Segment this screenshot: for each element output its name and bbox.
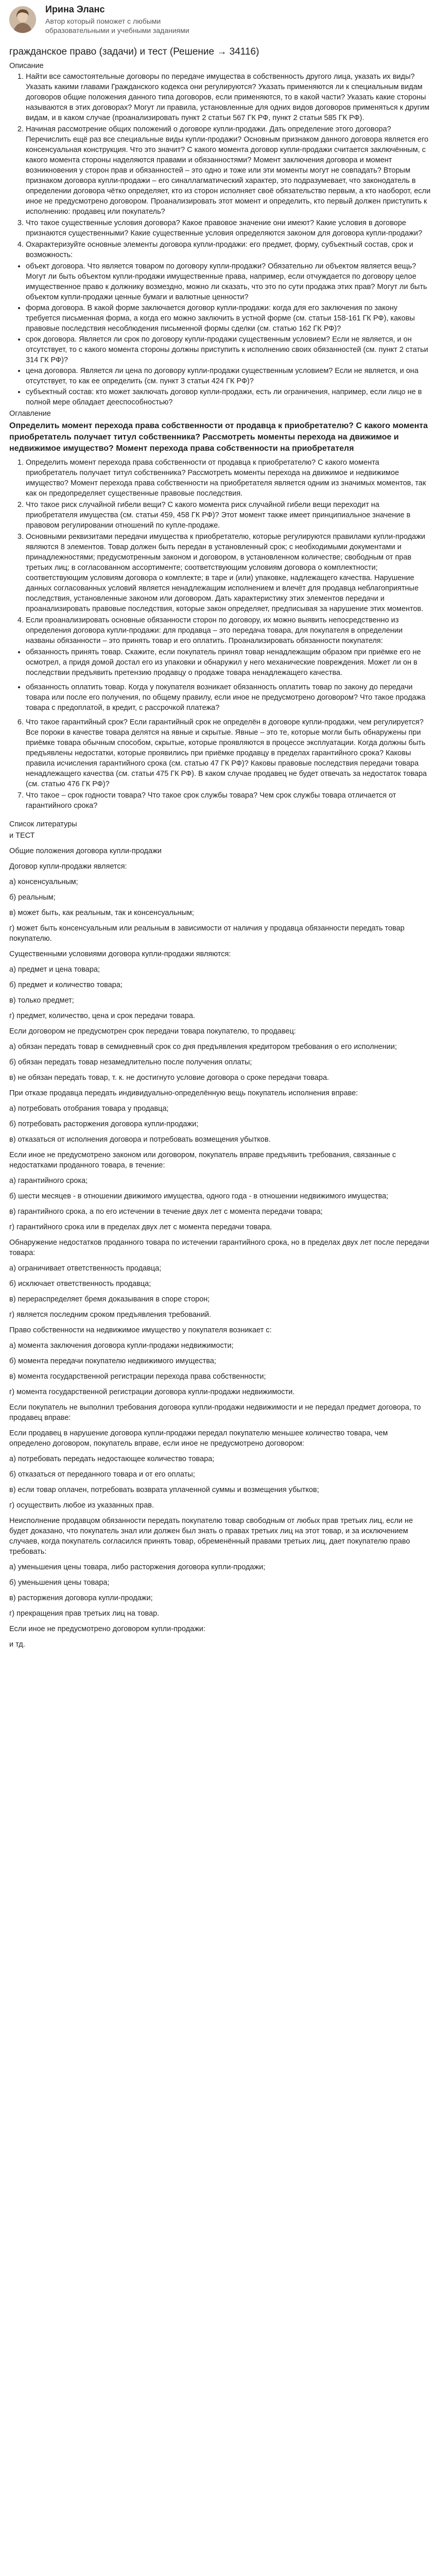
- description-label: Описание: [9, 62, 44, 70]
- test-line: в) если товар оплачен, потребовать возврата уплаченной суммы и возмещения убытков;: [9, 1486, 319, 1494]
- duty-item: • обязанность принять товар. Скажите, если покупатель принял товар ненадлежащим образом при приёмке его не осмотрел, а придя домой достал его из упаковки и обнаружил у него механические повреждения. Может ли он в последствии предъявить претензию продавцу о продаже товара ненадлежащего качества.: [26, 647, 431, 678]
- test-line: б) предмет и количество товара;: [9, 981, 123, 989]
- spacer: [5, 812, 431, 819]
- test-line: Право собственности на недвижимое имущество у покупателя возникает с:: [9, 1326, 272, 1334]
- element-item: • цена договора. Является ли цена по договору купли-продажи существенным условием? Если не является, и она отсутствует, то как ее определить (см. пункт 3 статьи 424 ГК РФ)?: [26, 366, 431, 386]
- test-line: При отказе продавца передать индивидуально-определённую вещь покупатель исполнения вправе:: [9, 1089, 358, 1097]
- test-line: а) потребовать передать недостающее количество товара;: [9, 1455, 215, 1463]
- test-line: г) предмет, количество, цена и срок передачи товара.: [9, 1012, 195, 1020]
- final-task-list: [5, 717, 431, 811]
- test-section: [5, 846, 431, 1650]
- author-avatar[interactable]: [9, 6, 36, 33]
- test-line: г) может быть консенсуальным или реальным в зависимости от наличия у продавца обязанности передать товар покупателю.: [9, 924, 405, 943]
- author-name[interactable]: Ирина Эланс: [45, 4, 105, 14]
- test-line: и тд.: [9, 1640, 25, 1649]
- task-item: 1. Определить момент перехода права собственности от продавца к приобретателю? С какого момента приобретатель получает титул собственника? Рассмотреть моменты перехода на движимое и недвижимое имущество? Момент перехода права собственности на приобретателя является одним из значимых моментов, так как он предопределяет существенные правовые последствия.: [26, 457, 431, 499]
- test-line: Если покупатель не выполнил требования договора купли-продажи недвижимости и не передал предмет договора, то продавец вправе:: [9, 1403, 421, 1422]
- test-line: Если иное не предусмотрено законом или договором, покупатель вправе предъявить требования, связанные с недостатками проданного товара, в течение:: [9, 1151, 396, 1170]
- test-line: а) обязан передать товар в семидневный срок со дня предъявления кредитором требования о его исполнении;: [9, 1043, 397, 1051]
- author-description: Автор который поможет с любыми образовательными и учебными заданиями: [45, 17, 189, 35]
- continued-task-list: [5, 457, 431, 646]
- test-line: в) отказаться от исполнения договора и потребовать возмещения убытков.: [9, 1136, 271, 1144]
- task-item: 4. Если проанализировать основные обязанности сторон по договору, их можно выявить непосредственно из определения договора купли-продажи: для продавца – это передача товара, для покупателя в определении названы обязанности – это принять товар и его оплатить. Проанализировать обязанности покупателя:: [26, 615, 431, 646]
- test-line: в) расторжения договора купли-продажи;: [9, 1594, 153, 1602]
- test-line: а) потребовать отобрания товара у продавца;: [9, 1105, 169, 1113]
- test-line: в) перераспределяет бремя доказывания в споре сторон;: [9, 1295, 210, 1303]
- bibliography-label: Список литературы: [9, 820, 77, 828]
- test-line: б) шести месяцев - в отношении движимого имущества, одного года - в отношении недвижимого имущества;: [9, 1192, 389, 1200]
- test-line: б) обязан передать товар незамедлительно после получения оплаты;: [9, 1058, 252, 1066]
- page-title: гражданское право (задачи) и тест (Решение → 34116): [9, 46, 259, 57]
- author-photo-icon: [9, 6, 36, 33]
- test-line: Если иное не предусмотрено договором купли-продажи:: [9, 1625, 206, 1633]
- test-line: Неисполнение продавцом обязанности передать покупателю товар свободным от любых прав третьих лиц, если не будет доказано, что покупатель знал или должен был знать о правах третьих лиц на этот товар, и за исключением случаев, когда покупатель согласился принять товар, обременённый правами третьих лиц, дает покупателю право требовать:: [9, 1517, 413, 1556]
- document-page: [0, 4, 436, 1670]
- element-item: • субъектный состав: кто может заключать договор купли-продажи, есть ли ограничения, например, если лицо не в полной мере обладает дееспособностью?: [26, 387, 431, 408]
- element-item: • объект договора. Что является товаром по договору купли-продажи? Обязательно ли объектом является вещь? Могут ли быть объектом купли-продажи имущественные права, например, если отчуждается по договору целое имущественное право к должнику возмездно, можно ли сказать, что это по сути продажа этих прав? Могут ли быть объектом купли-продажи ценные бумаги и валютные ценности?: [26, 261, 431, 302]
- test-line: а) момента заключения договора купли-продажи недвижимости;: [9, 1342, 234, 1350]
- element-item: • форма договора. В какой форме заключается договор купли-продажи: когда для его заключения по закону требуется письменная форма, а когда его можно заключить в устной форме (см. статьи 158-161 ГК РФ), каковы правовые последствия несоблюдения письменной формы сделки (см. статью 162 ГК РФ)?: [26, 303, 431, 334]
- task-item: 2. Что такое риск случайной гибели вещи? С какого момента риск случайной гибели вещи переходит на приобретателя имущества (см. статьи 459, 458 ГК РФ)? Этот момент также имеет принципиальное значение в правовом регулировании отношений по купле-продаже.: [26, 500, 431, 531]
- question-heading: Определить момент перехода права собственности от продавца к приобретателю? С какого момента приобретатель получает титул собственника? Рассмотреть моменты перехода на движимое и недвижимое имущество? Момент перехода права собственности на приобретателя: [9, 421, 428, 453]
- test-line: б) момента передачи покупателю недвижимого имущества;: [9, 1357, 216, 1365]
- test-line: в) может быть, как реальным, так и консенсуальным;: [9, 909, 194, 917]
- task-item: [26, 240, 431, 260]
- buyer-duties-list: [5, 647, 431, 713]
- test-line: Если договором не предусмотрен срок передачи товара покупателю, то продавец:: [9, 1027, 296, 1036]
- test-line: Договор купли-продажи является:: [9, 862, 127, 871]
- test-line: в) не обязан передать товар, т. к. не достигнуто условие договора о сроке передачи товара.: [9, 1074, 329, 1082]
- toc-label: Оглавление: [9, 410, 51, 418]
- test-line: г) момента государственной регистрации договора купли-продажи недвижимости.: [9, 1388, 295, 1396]
- test-line: а) консенсуальным;: [9, 878, 78, 886]
- task-item: 2. Начиная рассмотрение общих положений о договоре купли-продажи. Дать определение этого договора? Перечислить ещё раз все специальные виды купли-продажи? Основным признаком данного договора является его консенсуальная конструкция. Что это значит? С какого момента договор купли-продажи считается заключённым, с какого момента стороны наделяются правами и обязанностями? Момент заключения договора и момент возникновения у сторон прав и обязанностей – это одно и тоже или эти моменты могут не совпадать? Вторым признаком договора купли-продажи – его синаллагматический характер, это подразумевает, что законодатель в определении договора чётко определяет, кто из сторон исполняет своё обязательство первым, а кто наоборот, если иное не предусмотрено договором. Проанализировать этот момент и определить, кто первый должен приступить к исполнению: продавец или покупатель?: [26, 124, 431, 217]
- test-line: б) уменьшения цены товара;: [9, 1579, 110, 1587]
- author-card: [5, 4, 431, 42]
- task-list: [5, 72, 431, 260]
- task-item: 7. Что такое – срок годности товара? Что такое срок службы товара? Чем срок службы товара отличается от гарантийного срока?: [26, 790, 431, 811]
- duty-item: • обязанность оплатить товар. Когда у покупателя возникает обязанность оплатить товар по закону до передачи товара или после его получения, по общему правилу, если иное не предусмотрено договором? Что такое продажа товара с предоплатой, в кредит, с рассрочкой платежа?: [26, 682, 431, 713]
- contract-elements-list: [5, 261, 431, 408]
- test-line: а) уменьшения цены товара, либо расторжения договора купли-продажи;: [9, 1563, 266, 1571]
- task-item: 3. Основными реквизитами передачи имущества к приобретателю, которые регулируются правилами купли-продажи являются 8 элементов. Товар должен быть передан в установленный срок; с необходимыми документами и принадлежностями; предусмотренным законом и договором, в установленном количестве; свободным от прав третьих лиц; в согласованном ассортименте; соответствующим условиям договора о комплектности; соответствующим условиям договора о комплекте; в таре и (или) упаковке, надлежащего качества. Нарушение данных согласованных условий является ненадлежащим исполнением и влечёт для продавца неблагоприятные последствия, установленные законом или договором. Дать характеристику этих элементов передачи и проанализировать правовые последствия, которые закон определяет, предписывая за нарушение этих моментов.: [26, 532, 431, 614]
- test-line: а) предмет и цена товара;: [9, 965, 100, 974]
- task-item: 1. Найти все самостоятельные договоры по передаче имущества в собственность другого лица, указать их виды? Указать какими главами Гражданского кодекса они регулируются? Указать применяются ли к специальным видам договоров общие положения данного типа договоров, если применяются, то в какой части? Указать какие стороны называются в этих договорах? Могут ли правила, установленные для одних видов договоров применяться к другим видам, и в каком случае (проанализировать пункт 2 статьи 567 ГК РФ, пункт 2 статьи 585 ГК РФ).: [26, 72, 431, 123]
- test-line: г) является последним сроком предъявления требований.: [9, 1311, 212, 1319]
- test-line: Общие положения договора купли-продажи: [9, 847, 162, 855]
- element-item: • срок договора. Является ли срок по договору купли-продажи существенным условием? Если не является, и он отсутствует, то с какого момента стороны должны приступить к исполнению своих обязанностей (см. пункт 2 статьи 314 ГК РФ)?: [26, 334, 431, 365]
- test-line: Обнаружение недостатков проданного товара по истечении гарантийного срока, но в пределах двух лет после передачи товара:: [9, 1239, 429, 1257]
- test-line: Если продавец в нарушение договора купли-продажи передал покупателю меньшее количество товара, чем определено договором, покупатель вправе, если иное не предусмотрено договором:: [9, 1429, 388, 1448]
- test-line: в) только предмет;: [9, 996, 74, 1005]
- test-line: в) гарантийного срока, а по его истечении в течение двух лет с момента передачи товара;: [9, 1208, 323, 1216]
- test-line: б) отказаться от переданного товара и от его оплаты;: [9, 1470, 195, 1479]
- test-line: г) прекращения прав третьих лиц на товар.: [9, 1609, 160, 1618]
- test-label: и ТЕСТ: [9, 832, 35, 840]
- test-line: б) реальным;: [9, 893, 56, 902]
- test-line: б) исключает ответственность продавца;: [9, 1280, 151, 1288]
- task-item: 3. Что такое существенные условия договора? Какое правовое значение они имеют? Какие условия в договоре признаются существенными? Какие существенные условия определяются законом для договора купли-продажи?: [26, 218, 431, 239]
- test-line: в) момента государственной регистрации перехода права собственности;: [9, 1372, 266, 1381]
- test-line: б) потребовать расторжения договора купли-продажи;: [9, 1120, 199, 1128]
- test-line: а) гарантийного срока;: [9, 1177, 88, 1185]
- test-line: г) осуществить любое из указанных прав.: [9, 1501, 154, 1510]
- test-line: г) гарантийного срока или в пределах двух лет с момента передачи товара.: [9, 1223, 272, 1231]
- task-text: Охарактеризуйте основные элементы договора купли-продажи: его предмет, форму, субъектный состав, срок и возможность:: [26, 241, 413, 259]
- test-line: а) ограничивает ответственность продавца;: [9, 1264, 162, 1273]
- task-item: 6. Что такое гарантийный срок? Если гарантийный срок не определён в договоре купли-продажи, чем регулируется? Все пороки в качестве товара делятся на явные и скрытые. Явные – это те, которые могли быть обнаружены при приёмке товара обычным способом, скрытые, которые проявляются в процессе эксплуатации. Когда должны быть предъявлены недостатки, которые проявились при приёмке продавцу в пределах гарантийного срока? Каковы правила исчисления гарантийного срока (см. статью 47 ГК РФ)? Каковы правовые последствия передачи товара ненадлежащего качества (см. статьи 475 ГК РФ). В каком случае продавец не будет отвечать за недостаток товара (см. статью 476 ГК РФ)?: [26, 717, 431, 789]
- test-line: Существенными условиями договора купли-продажи являются:: [9, 950, 231, 958]
